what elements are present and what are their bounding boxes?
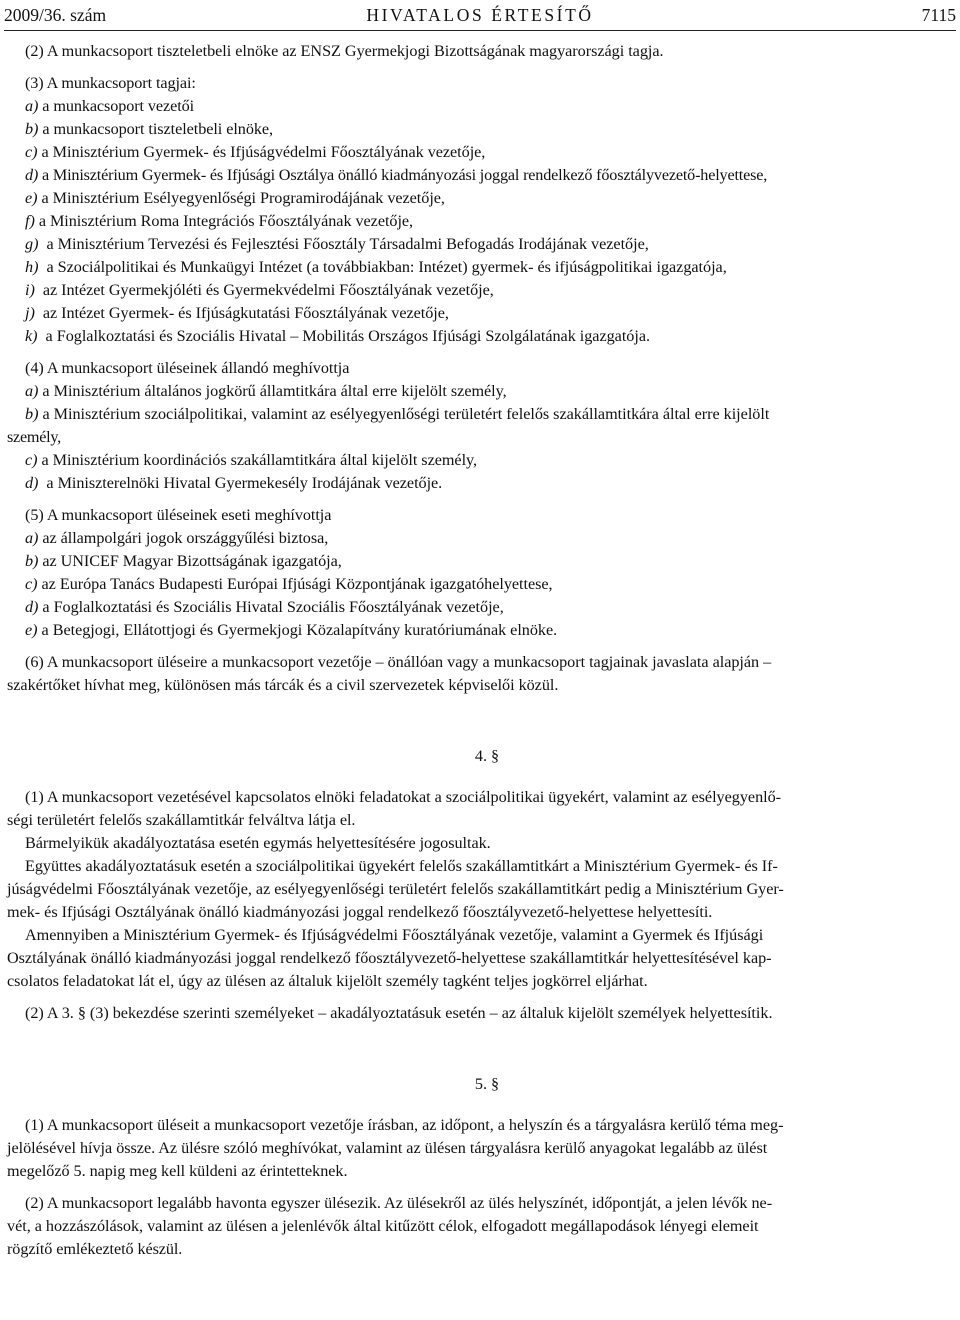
list-item: e) a Minisztérium Esélyegyenlőségi Programirodájának vezetője, <box>25 189 445 207</box>
section-5-body <box>7 1114 957 1261</box>
paragraph-line: Osztályának önálló kiadmányozási joggal rendelkező főosztályvezető-helyettese szakállamtitkár helyettesítésével kap- <box>7 949 772 967</box>
paragraph-3 <box>7 72 957 348</box>
paragraph-line: szakértőket hívhat meg, különösen más tárcák és a civil szervezetek képviselői közül. <box>7 676 559 694</box>
header-rule <box>4 30 956 31</box>
paragraph-line: ségi területért felelős szakállamtitkár felváltva látja el. <box>7 811 356 829</box>
document-body <box>7 40 957 1261</box>
list-intro: (4) A munkacsoport üléseinek állandó meghívottja <box>25 359 350 377</box>
list-item: c) a Minisztérium koordinációs szakállamtitkára által kijelölt személy, <box>25 451 478 469</box>
list-intro: (5) A munkacsoport üléseinek eseti meghívottja <box>25 506 332 524</box>
paragraph-line: rögzítő emlékeztető készül. <box>7 1240 183 1258</box>
paragraph-6 <box>7 651 957 697</box>
list-item: d) a Miniszterelnöki Hivatal Gyermekesély Irodájának vezetője. <box>25 474 443 492</box>
section-4-body <box>7 786 957 1025</box>
journal-title: HIVATALOS ÉRTESÍTŐ <box>366 5 594 25</box>
list-item: i) az Intézet Gyermekjóléti és Gyermekvédelmi Főosztályának vezetője, <box>25 281 494 299</box>
list-item: b) a munkacsoport tiszteletbeli elnöke, <box>25 120 274 138</box>
list-item-continuation: személy, <box>7 428 61 446</box>
list-item: c) az Európa Tanács Budapesti Európai Ifjúsági Központjának igazgatóhelyettese, <box>25 575 553 593</box>
paragraph-line: Együttes akadályoztatásuk esetén a szociálpolitikai ügyekért felelős szakállamtitkárt a Minisztérium Gyermek- és If- <box>25 857 778 875</box>
list-item: b) a Minisztérium szociálpolitikai, valamint az esélyegyenlőségi területért felelős szakállamtitkára által erre kijelölt <box>25 405 770 423</box>
list-item: a) a munkacsoport vezetői <box>25 97 195 115</box>
paragraph-line: (1) A munkacsoport vezetésével kapcsolatos elnöki feladatokat a szociálpolitikai ügyekért, valamint az esélyegyenlő- <box>25 788 782 806</box>
list-item: d) a Minisztérium Gyermek- és Ifjúsági Osztálya önálló kiadmányozási joggal rendelkező főosztályvezető-helyettese, <box>25 166 768 184</box>
section-4-heading: 4. § <box>474 747 500 765</box>
list-item: a) a Minisztérium általános jogkörű államtitkára által erre kijelölt személy, <box>25 382 507 400</box>
paragraph-2: (2) A munkacsoport tiszteletbeli elnöke az ENSZ Gyermekjogi Bizottságának magyarországi tagja. <box>25 42 664 60</box>
list-item: f) a Minisztérium Roma Integrációs Főosztályának vezetője, <box>25 212 414 230</box>
list-item: k) a Foglalkoztatási és Szociális Hivatal – Mobilitás Országos Ifjúsági Szolgálatának igazgatója. <box>25 327 651 345</box>
paragraph-line: jelölésével hívja össze. Az ülésre szóló meghívókat, valamint az ülésen tárgyalásra kerülő anyagokat legalább az ülést <box>7 1139 768 1157</box>
page-header <box>0 4 960 30</box>
list-item: h) a Szociálpolitikai és Munkaügyi Intézet (a továbbiakban: Intézet) gyermek- és ifjúságpolitikai igazgatója, <box>25 258 727 276</box>
paragraph-5 <box>7 504 957 642</box>
paragraph-line: (6) A munkacsoport üléseire a munkacsoport vezetője – önállóan vagy a munkacsoport tagjainak javaslata alapján – <box>25 653 772 671</box>
paragraph-line: Amennyiben a Minisztérium Gyermek- és Ifjúságvédelmi Főosztályának vezetője, valamint a Gyermek és Ifjúsági <box>25 926 764 944</box>
paragraph-line: Bármelyikük akadályoztatása esetén egymás helyettesítésére jogosultak. <box>25 834 491 852</box>
paragraph-line: (1) A munkacsoport üléseit a munkacsoport vezetője írásban, az időpont, a helyszín és a tárgyalásra kerülő téma meg- <box>25 1116 784 1134</box>
list-item: d) a Foglalkoztatási és Szociális Hivatal Szociális Főosztályának vezetője, <box>25 598 504 616</box>
page-number: 7115 <box>921 5 956 25</box>
list-item: j) az Intézet Gyermek- és Ifjúságkutatási Főosztályának vezetője, <box>25 304 449 322</box>
paragraph-line: megelőző 5. napig meg kell küldeni az érintetteknek. <box>7 1162 348 1180</box>
list-item: c) a Minisztérium Gyermek- és Ifjúságvédelmi Főosztályának vezetője, <box>25 143 486 161</box>
issue-number: 2009/36. szám <box>4 5 107 25</box>
paragraph-line: csolatos feladatokat lát el, úgy az ülésen az általuk kijelölt személy tagként teljes jogkörrel eljárhat. <box>7 972 648 990</box>
list-item: a) az állampolgári jogok országgyűlési biztosa, <box>25 529 329 547</box>
paragraph-line: mek- és Ifjúsági Osztályának önálló kiadmányozási joggal rendelkező főosztályvezető-helyettese helyettesíti. <box>7 903 713 921</box>
paragraph-line: (2) A 3. § (3) bekezdése szerinti személyeket – akadályoztatásuk esetén – az általuk kijelölt személyek helyettesítik. <box>25 1004 773 1022</box>
list-item: b) az UNICEF Magyar Bizottságának igazgatója, <box>25 552 342 570</box>
paragraph-line: júságvédelmi Főosztályának vezetője, az esélyegyenlőségi területért felelős szakállamtitkárt pedig a Minisztérium Gyer- <box>7 880 784 898</box>
list-intro: (3) A munkacsoport tagjai: <box>25 74 196 92</box>
list-item: e) a Betegjogi, Ellátottjogi és Gyermekjogi Közalapítvány kuratóriumának elnöke. <box>25 621 558 639</box>
section-5-heading: 5. § <box>474 1075 500 1093</box>
paragraph-line: (2) A munkacsoport legalább havonta egyszer ülésezik. Az ülésekről az ülés helyszínét, időpontját, a jelen lévők ne- <box>25 1194 773 1212</box>
paragraph-line: vét, a hozzászólások, valamint az ülésen a jelenlévők által kitűzött célok, elfogadott megállapodások lényegi elemeit <box>7 1217 759 1235</box>
paragraph-4 <box>7 357 957 495</box>
list-item: g) a Minisztérium Tervezési és Fejlesztési Főosztály Társadalmi Befogadás Irodájának vezetője, <box>25 235 649 253</box>
